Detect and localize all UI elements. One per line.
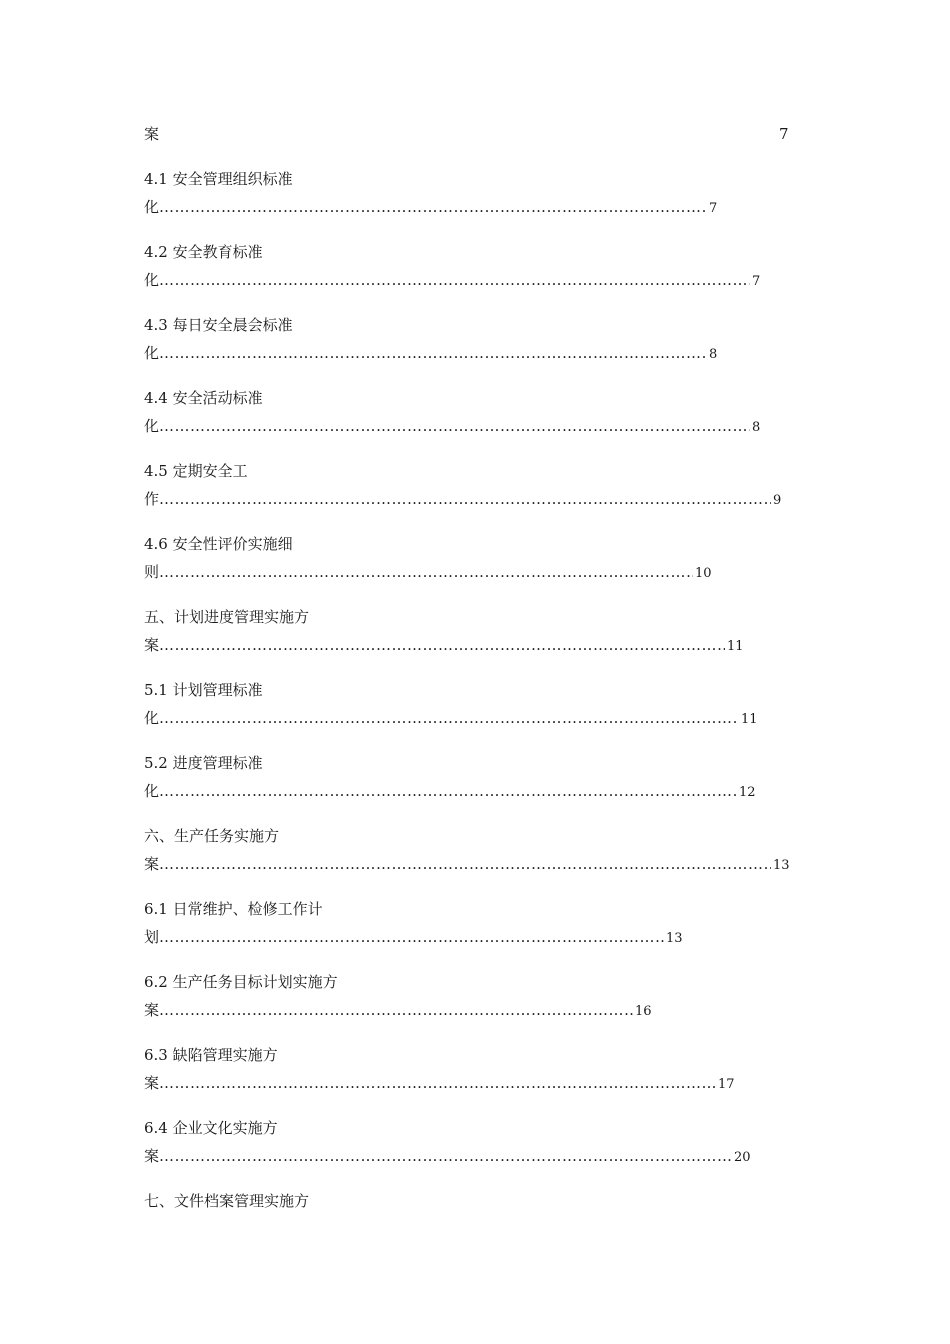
toc-page-number: 8 [709, 347, 718, 362]
toc-leader-dots [159, 708, 739, 728]
toc-entry-title: 六、生产任务实施方 [144, 827, 280, 845]
toc-page-number: 9 [773, 493, 782, 508]
toc-leader-dots [159, 1073, 716, 1093]
toc-entry-tail: 化 [144, 709, 160, 727]
toc-entry-continued[interactable] [144, 124, 844, 144]
toc-entry-title: 5.2 进度管理标准 [144, 754, 263, 772]
toc-leader-dots [159, 489, 771, 509]
toc-entry-tail: 化 [144, 417, 160, 435]
toc-entry-title: 5.1 计划管理标准 [144, 681, 263, 699]
toc-leader-dots [159, 562, 693, 582]
toc-entry-title: 4.3 每日安全晨会标准 [144, 316, 293, 334]
toc-leader-dots [159, 635, 725, 655]
toc-entry-title: 4.5 定期安全工 [144, 462, 248, 480]
toc-entry[interactable] [144, 753, 844, 801]
toc-entry-title: 4.2 安全教育标准 [144, 243, 263, 261]
toc-leader-dots [159, 1000, 633, 1020]
toc-leader-dots [159, 197, 707, 217]
toc-entry[interactable] [144, 972, 844, 1020]
toc-entry-tail: 案 [144, 855, 160, 873]
toc-entry-title[interactable]: 七、文件档案管理实施方 [144, 1192, 310, 1210]
toc-entry[interactable] [144, 169, 844, 217]
toc-entry-title: 6.4 企业文化实施方 [144, 1119, 278, 1137]
toc-page-number: 8 [752, 420, 761, 435]
toc-leader-dots [159, 927, 664, 947]
toc-entry-tail: 案 [144, 636, 160, 654]
toc-page-number: 16 [635, 1004, 652, 1019]
toc-leader-dots [159, 416, 750, 436]
toc-entry-tail: 作 [144, 490, 160, 508]
toc-leader-dots [159, 781, 737, 801]
toc-entry-tail: 案 [144, 1001, 160, 1019]
toc-entry-tail: 划 [144, 928, 160, 946]
toc-entry[interactable] [144, 315, 844, 363]
toc-entry[interactable] [144, 607, 844, 655]
toc-page-number: 7 [752, 274, 761, 289]
toc-entry[interactable] [144, 461, 844, 509]
toc-entry[interactable] [144, 826, 844, 874]
toc-entry-tail: 化 [144, 271, 160, 289]
toc-page-number: 11 [727, 639, 744, 654]
table-of-contents [144, 124, 844, 1211]
toc-entry[interactable] [144, 1118, 844, 1166]
toc-entry-title: 五、计划进度管理实施方 [144, 608, 310, 626]
toc-leader-dots [159, 270, 750, 290]
toc-entry-title: 6.1 日常维护、检修工作计 [144, 900, 323, 918]
toc-entry[interactable] [144, 899, 844, 947]
toc-entry-title: 4.4 安全活动标准 [144, 389, 263, 407]
toc-page-number: 7 [779, 125, 789, 143]
toc-page-number: 13 [666, 931, 683, 946]
toc-entry-title: 4.6 安全性评价实施细 [144, 535, 293, 553]
toc-page-number: 7 [709, 201, 718, 216]
toc-entry[interactable] [144, 388, 844, 436]
toc-page-number: 11 [741, 712, 758, 727]
toc-entry-tail: 化 [144, 344, 160, 362]
toc-page-number: 12 [739, 785, 756, 800]
toc-leader-dots [159, 854, 771, 874]
toc-page-number: 17 [718, 1077, 735, 1092]
toc-entry[interactable] [144, 680, 844, 728]
toc-entry-tail: 案 [144, 125, 160, 143]
toc-leader-dots [159, 343, 707, 363]
toc-entry-title: 6.3 缺陷管理实施方 [144, 1046, 278, 1064]
toc-entry[interactable] [144, 1045, 844, 1093]
toc-page-number: 10 [695, 566, 712, 581]
toc-page-number: 20 [734, 1150, 751, 1165]
toc-leader-dots [159, 1146, 732, 1166]
toc-entry-tail: 化 [144, 782, 160, 800]
toc-entry-title: 6.2 生产任务目标计划实施方 [144, 973, 338, 991]
toc-entry-tail: 化 [144, 198, 160, 216]
toc-entry[interactable] [144, 534, 844, 582]
toc-page-number: 13 [773, 858, 790, 873]
toc-entry[interactable] [144, 242, 844, 290]
toc-entry-title: 4.1 安全管理组织标准 [144, 170, 293, 188]
toc-entry-tail: 案 [144, 1074, 160, 1092]
toc-entry-tail: 则 [144, 563, 160, 581]
toc-entry-tail: 案 [144, 1147, 160, 1165]
